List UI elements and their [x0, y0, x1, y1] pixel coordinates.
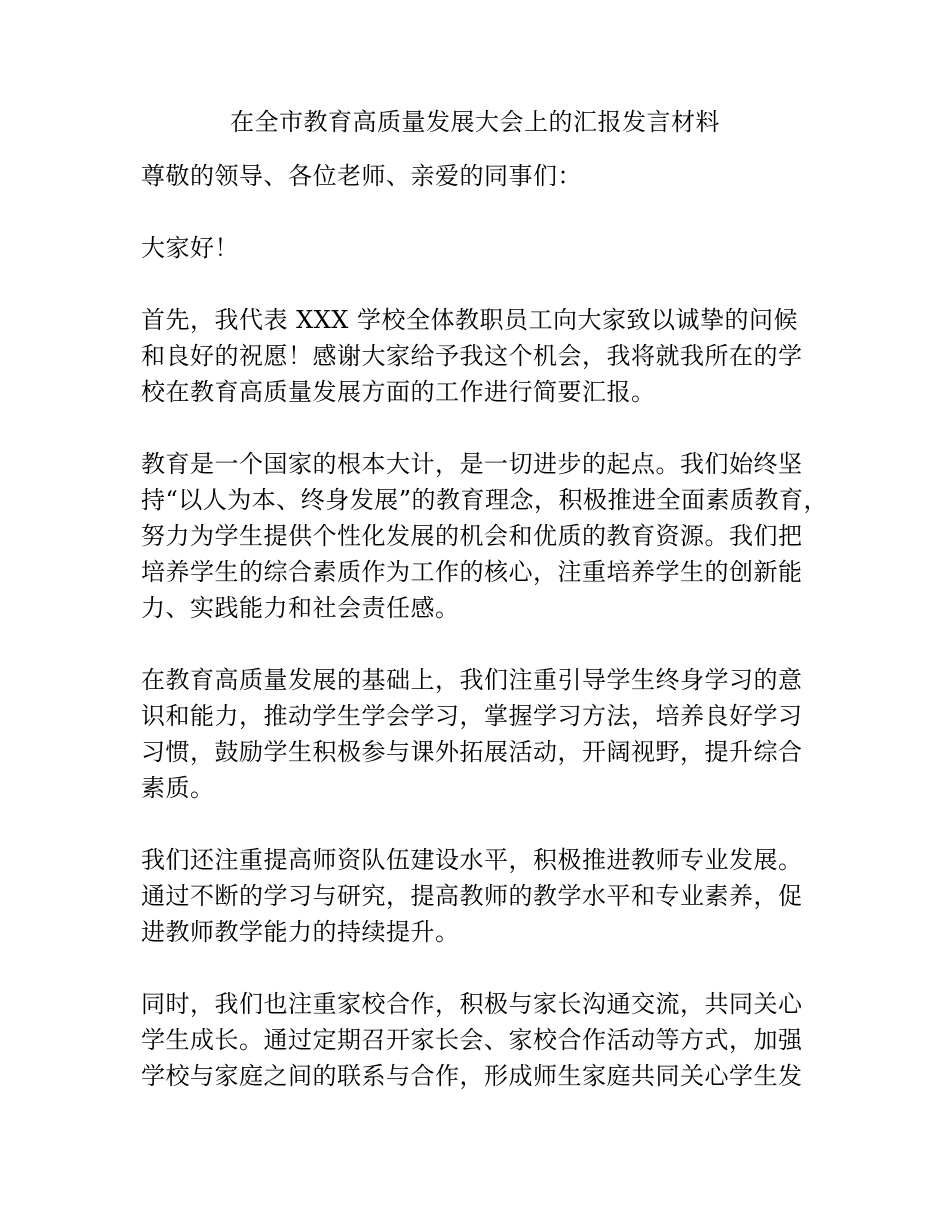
paragraph-home-school-cooperation — [141, 986, 841, 1094]
document-body — [141, 158, 841, 1130]
text-line: 学校与家庭之间的联系与合作，形成师生家庭共同关心学生发 — [141, 1062, 803, 1090]
text-line: 和良好的祝愿！感谢大家给予我这个机会，我将就我所在的学 — [141, 342, 803, 370]
text-line: 尊敬的领导、各位老师、亲爱的同事们： — [141, 162, 582, 190]
text-line: 进教师教学能力的持续提升。 — [141, 918, 460, 946]
paragraph-greeting — [141, 158, 841, 194]
text-line: 校在教育高质量发展方面的工作进行简要汇报。 — [141, 378, 656, 406]
paragraph-lifelong-learning — [141, 662, 841, 806]
text-line: 识和能力，推动学生学会学习，掌握学习方法，培养良好学习 — [141, 702, 803, 730]
text-line: 我们还注重提高师资队伍建设水平，积极推进教师专业发展。 — [141, 846, 803, 874]
document-title: 在全市教育高质量发展大会上的汇报发言材料 — [230, 108, 720, 136]
text-line: 培养学生的综合素质作为工作的核心，注重培养学生的创新能 — [141, 558, 803, 586]
paragraph-education-philosophy — [141, 446, 841, 626]
text-line: 持“以人为本、终身发展”的教育理念，积极推进全面素质教育， — [141, 486, 829, 514]
text-line: 首先，我代表 XXX 学校全体教职员工向大家致以诚挚的问候 — [141, 306, 799, 334]
text-line: 素质。 — [141, 774, 215, 802]
text-line: 通过不断的学习与研究，提高教师的教学水平和专业素养，促 — [141, 882, 803, 910]
paragraph-hello — [141, 230, 841, 266]
paragraph-introduction — [141, 302, 841, 410]
text-line: 同时，我们也注重家校合作，积极与家长沟通交流，共同关心 — [141, 990, 803, 1018]
text-line: 在教育高质量发展的基础上，我们注重引导学生终身学习的意 — [141, 666, 803, 694]
text-line: 大家好！ — [141, 234, 239, 262]
text-line: 习惯，鼓励学生积极参与课外拓展活动，开阔视野，提升综合 — [141, 738, 803, 766]
text-line: 力、实践能力和社会责任感。 — [141, 594, 460, 622]
text-line: 学生成长。通过定期召开家长会、家校合作活动等方式，加强 — [141, 1026, 803, 1054]
text-line: 努力为学生提供个性化发展的机会和优质的教育资源。我们把 — [141, 522, 803, 550]
paragraph-teacher-development — [141, 842, 841, 950]
text-line: 教育是一个国家的根本大计，是一切进步的起点。我们始终坚 — [141, 450, 803, 478]
